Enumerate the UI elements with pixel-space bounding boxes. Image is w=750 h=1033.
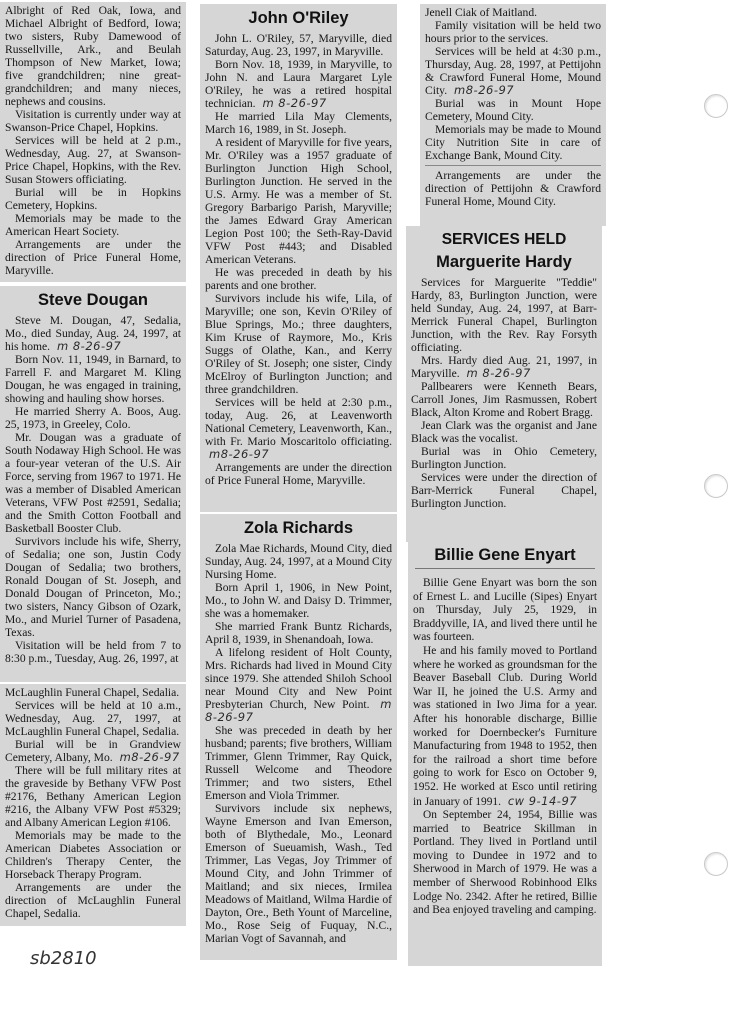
punch-hole [704, 852, 728, 876]
paragraph: A resident of Maryville for five years, Mr. O'Riley was a 1957 graduate of Burlington Junction High School, Burlington Junction. He served in the U.S. Army. He was a member of St. Gregory Barbarigo Parish, Maryville; the James Edward Gray American Legion Post 100; the Seth-Ray-David VFW Post #443; and Disabled American Veterans. [205, 136, 392, 266]
paragraph: Arrangements are under the direction of Pettijohn & Crawford Funeral Home, Mound City. [425, 169, 601, 208]
paragraph: McLaughlin Funeral Chapel, Sedalia. [5, 686, 180, 699]
paragraph: John L. O'Riley, 57, Maryville, died Saturday, Aug. 23, 1997, in Maryville. [205, 32, 392, 58]
paragraph: Born Nov. 11, 1949, in Barnard, to Farrell F. and Margaret M. Kling Dougan, he was engaged in training, showing and hauling show horses. [5, 353, 181, 405]
paragraph: He married Sherry A. Boos, Aug. 25, 1973, in Greeley, Colo. [5, 405, 181, 431]
paragraph: Albright of Red Oak, Iowa, and Michael Albright of Bedford, Iowa; two sisters, Ruby Damewood of Russellville, Ark., and Beulah Thompson of New Market, Iowa; five grandchildren; nine great-grandchildren; and many nieces, nephews and cousins. [5, 4, 181, 108]
punch-hole [704, 474, 728, 498]
paragraph: She married Frank Buntz Richards, April 8, 1939, in Shenandoah, Iowa. [205, 620, 392, 646]
paragraph: Burial was in Ohio Cemetery, Burlington Junction. [411, 445, 597, 471]
paragraph-text: He and his family moved to Portland where he worked as groundsman for the Beaver Baseball Club. During World War II, he joined the U.S. Army and was stationed in Iwo Jima for a year. After his honorable discharge, Billie worked for Doernbecker's Furniture Manufacturing from 1948 to 1952, then for the railroad a short time before going to work for Esco on October 9, 1952. He worked at Esco until retiring in January of 1991. [413, 644, 597, 808]
clipping-albright-end [0, 2, 186, 282]
paragraph-text: Born Nov. 18, 1939, in Maryville, to John N. and Laura Margaret Lyle O'Riley, he was a retired hospital technician. [205, 58, 392, 110]
clipping-zola-richards [200, 514, 397, 960]
paragraph [205, 396, 392, 461]
paragraph [205, 646, 392, 724]
handwritten-date-note: cw 9-14-97 [507, 793, 578, 808]
paragraph [411, 354, 597, 380]
paragraph: Burial was in Mount Hope Cemetery, Mound City. [425, 97, 601, 123]
handwritten-date-note: m 8-26-97 [205, 697, 392, 724]
paragraph-text: Mrs. Hardy died Aug. 21, 1997, in Maryville. [411, 354, 597, 380]
handwritten-date-note: m 8-26-97 [466, 366, 531, 380]
paragraph: Survivors include his wife, Sherry, of Sedalia; one son, Justin Cody Dougan of Sedalia; two brothers, Ronald Dougan of St. Joseph, and Donald Dougan of Princeton, Mo.; two sisters, Nancy Gibson of Ozark, Mo., and Muriel Turner of Pasadena, Texas. [5, 535, 181, 639]
handwritten-archive-tag: sb2810 [30, 948, 97, 969]
paragraph [413, 645, 597, 809]
obituary-title: Billie Gene Enyart [415, 546, 595, 569]
paragraph: Pallbearers were Kenneth Bears, Carroll Jones, Jim Rasmussen, Robert Black, Alton Krome and Robert Bragg. [411, 380, 597, 419]
paragraph: Born April 1, 1906, in New Point, Mo., to John W. and Daisy D. Trimmer, she was a homemaker. [205, 581, 392, 620]
paragraph-text: A lifelong resident of Holt County, Mrs. Richards had lived in Mound City since 1979. She attended Shiloh School near Mound City and New Point Presbyterian Church, New Point. [205, 646, 392, 711]
handwritten-date-note: m8-26-97 [454, 83, 515, 97]
paragraph: Jenell Ciak of Maitland. [425, 6, 538, 19]
handwritten-date-note: m8-26-97 [209, 447, 270, 461]
paragraph: Arrangements are under the direction of Price Funeral Home, Maryville. [205, 461, 392, 487]
paragraph-text: Services will be held at 4:30 p.m., Thursday, Aug. 28, 1997, at Pettijohn & Crawford Funeral Home, Mound City. [425, 45, 601, 97]
paragraph: Arrangements are under the direction of McLaughlin Funeral Chapel, Sedalia. [5, 881, 181, 920]
paragraph: Services were under the direction of Barr-Merrick Funeral Chapel, Burlington Junction. [411, 471, 597, 510]
obituary-title: Marguerite Hardy [436, 253, 572, 271]
handwritten-date-note: m8-26-97 [119, 750, 180, 764]
clipping-john-oriley [200, 4, 397, 512]
paragraph: There will be full military rites at the graveside by Bethany VFW Post #2176, Bethany American Legion #216, the Albany VFW Post #5329; and Albany American Legion #106. [5, 764, 181, 829]
paragraph: He married Lila May Clements, March 16, 1989, in St. Joseph. [205, 110, 392, 136]
paragraph: Visitation is currently under way at Swanson-Price Chapel, Hopkins. [5, 108, 181, 134]
clipping-richards-continued [420, 4, 606, 226]
paragraph: He was preceded in death by his parents and one brother. [205, 266, 392, 292]
paragraph: Memorials may be made to the American Heart Society. [5, 212, 181, 238]
punch-hole [704, 94, 728, 118]
paragraph-text: Services will be held at 2:30 p.m., today, Aug. 26, at Leavenworth National Cemetery, Leavenworth, Kan., with Fr. Mario Moscaritolo officiating. [205, 396, 392, 448]
paragraph-text: Burial will be in Grandview Cemetery, Albany, Mo. [5, 738, 181, 764]
paragraph [425, 45, 601, 97]
paragraph: Arrangements are under the direction of Price Funeral Home, Maryville. [5, 238, 181, 277]
clipping-marguerite-hardy [406, 226, 602, 542]
paragraph [5, 738, 181, 764]
obituary-title: Zola Richards [243, 519, 354, 537]
section-heading: SERVICES HELD [441, 231, 567, 248]
paragraph: She was preceded in death by her husband; parents; five brothers, William Trimmer, Glenn Trimmer, Ray Quick, Russell Welcome and Theodore Trimmer; and two sisters, Ethel Emerson and Viola Trimmer. [205, 724, 392, 802]
handwritten-date-note: m 8-26-97 [57, 339, 122, 353]
paragraph: Visitation will be held from 7 to 8:30 p.m., Tuesday, Aug. 26, 1997, at [5, 639, 181, 665]
paragraph [5, 314, 181, 353]
paragraph: Mr. Dougan was a graduate of South Nodaway High School. He was a four-year veteran of the U.S. Air Force, serving from 1967 to 1971. He was a member of Disabled American Veterans, VFW Post #2591, Sedalia; and the Smith Cotton Football and Basketball Booster Club. [5, 431, 181, 535]
obituary-title: John O'Riley [248, 9, 349, 27]
paragraph: Services will be held at 10 a.m., Wednesday, Aug. 27, 1997, at McLaughlin Funeral Chapel, Sedalia. [5, 699, 181, 738]
paragraph: On September 24, 1954, Billie was married to Beatrice Skillman in Portland. They lived in Portland until moving to Dundee in 1972 and to Sherwood in March of 1979. He was a member of Sherwood Robinhood Elks Lodge No. 2342. After he retired, Billie and Bea enjoyed traveling and camping. [413, 809, 597, 917]
paragraph [205, 58, 392, 110]
paragraph: Survivors include six nephews, Wayne Emerson and Ivan Emerson, both of Blythedale, Mo., Leonard Emerson of Sueuamish, Wash., Ted Trimmer, Las Vegas, Joy Trimmer of Mound City, and John Trimmer of Maitland; and six nieces, Irmilea Meadows of Maitland, Wilma Hardie of Dayton, Ore., Beth Yount of Marceline, Mo., Rose Seig of Fuquay, N.C., Marian Vogt of Savannah, and [205, 802, 392, 945]
paragraph: Billie Gene Enyart was born the son of Ernest L. and Lucille (Sipes) Enyart on Thursday, July 25, 1929, in Braddyville, IA, and lived there until he was fourteen. [413, 577, 597, 644]
paragraph: Jean Clark was the organist and Jane Black was the vocalist. [411, 419, 597, 445]
paragraph: Zola Mae Richards, Mound City, died Sunday, Aug. 24, 1997, at a Mound City Nursing Home. [205, 542, 392, 581]
obituary-title: Steve Dougan [37, 291, 149, 309]
clipping-billie-gene-enyart [408, 542, 602, 966]
paragraph: Family visitation will be held two hours prior to the services. [425, 19, 601, 45]
clipping-steve-dougan [0, 286, 186, 682]
paragraph-text: Steve M. Dougan, 47, Sedalia, Mo., died Sunday, Aug. 24, 1997, at his home. [5, 314, 181, 353]
paragraph: Burial will be in Hopkins Cemetery, Hopkins. [5, 186, 181, 212]
paragraph: Services for Marguerite "Teddie" Hardy, 83, Burlington Junction, were held Sunday, Aug. 24, 1997, at Barr-Merrick Funeral Chapel, Burlington Junction, with the Rev. Ray Forsyth officiating. [411, 276, 597, 354]
handwritten-date-note: m 8-26-97 [262, 96, 327, 110]
paragraph: Services will be held at 2 p.m., Wednesday, Aug. 27, at Swanson-Price Chapel, Hopkins, with the Rev. Susan Stowers officiating. [5, 134, 181, 186]
paragraph: Memorials may be made to the American Diabetes Association or Children's Therapy Center, the Horseback Therapy Program. [5, 829, 181, 881]
paragraph: Memorials may be made to Mound City Nutrition Site in care of Exchange Bank, Mound City. [425, 123, 601, 162]
divider [425, 165, 601, 166]
clipping-dougan-continued [0, 684, 186, 926]
paragraph: Survivors include his wife, Lila, of Maryville; one son, Kevin O'Riley of Blue Springs, Mo.; three daughters, Kim Kruse of Raymore, Mo., Kris Suggs of Olathe, Kan., and Kerry O'Riley of St. Joseph; one sister, Cindy McElroy of Burlington Junction; and three grandchildren. [205, 292, 392, 396]
